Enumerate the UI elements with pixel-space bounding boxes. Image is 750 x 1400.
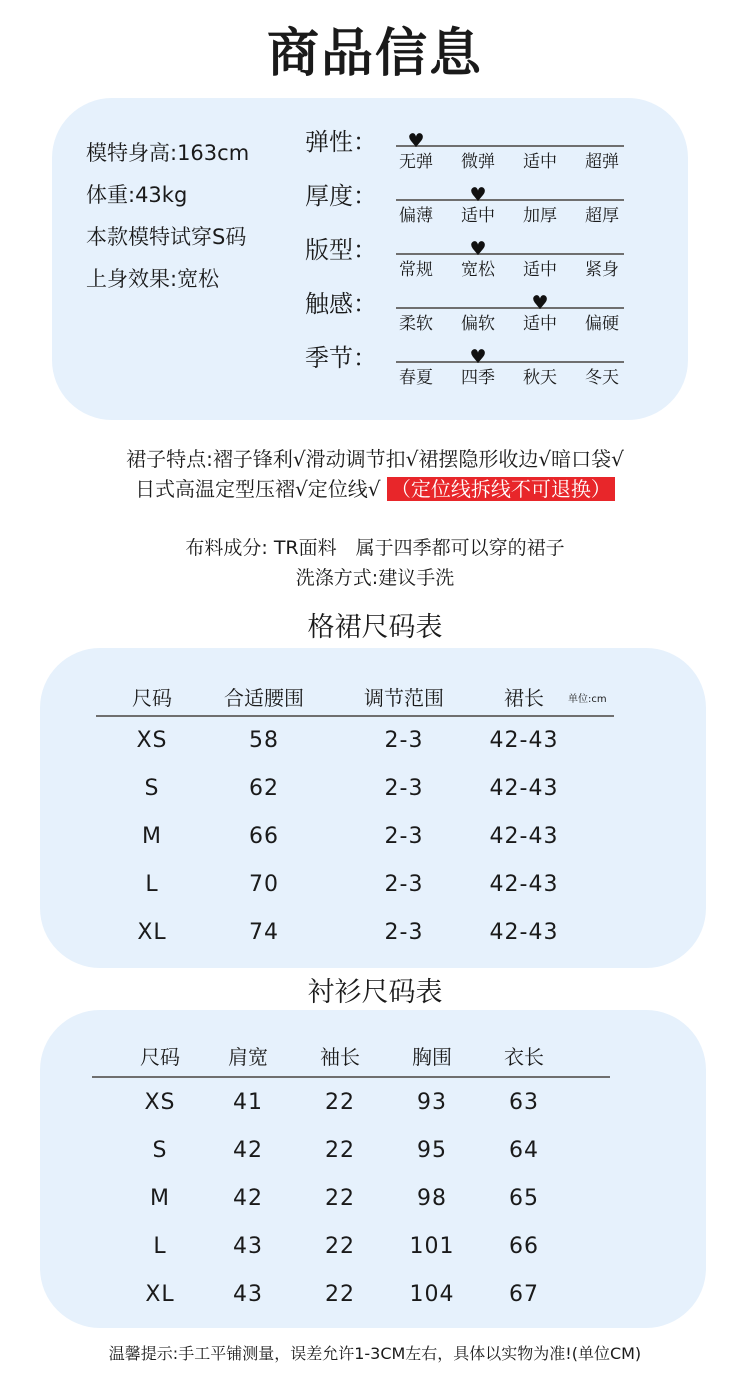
scale-option: 适中 bbox=[523, 260, 557, 280]
scale-option: 适中 bbox=[461, 206, 495, 226]
table-cell: XS bbox=[144, 1090, 176, 1115]
scale-option: 超弹 bbox=[585, 152, 619, 172]
table-cell: L bbox=[153, 1234, 167, 1259]
scale-line bbox=[396, 361, 624, 363]
column-header: 尺码 bbox=[132, 686, 172, 710]
scale-option: 适中 bbox=[523, 152, 557, 172]
table-cell: 70 bbox=[249, 872, 279, 897]
header-divider bbox=[96, 715, 614, 717]
model-weight: 体重:43kg bbox=[86, 183, 188, 207]
table-cell: XL bbox=[137, 920, 167, 945]
washing-method: 洗涤方式:建议手洗 bbox=[295, 567, 455, 589]
heart-icon: ♥ bbox=[469, 346, 487, 368]
model-size-tried: 本款模特试穿S码 bbox=[86, 225, 247, 249]
table-cell: 62 bbox=[249, 776, 279, 801]
table-cell: 64 bbox=[509, 1138, 539, 1163]
column-header: 尺码 bbox=[140, 1045, 180, 1069]
table-cell: 42 bbox=[233, 1138, 263, 1163]
column-header: 合适腰围 bbox=[224, 686, 304, 710]
table-cell: S bbox=[152, 1138, 168, 1163]
scale-option: 加厚 bbox=[523, 206, 557, 226]
table-cell: 58 bbox=[249, 728, 279, 753]
column-header: 肩宽 bbox=[228, 1045, 268, 1069]
table-cell: 42-43 bbox=[489, 824, 559, 849]
unit-label: 单位:cm bbox=[568, 694, 607, 705]
heart-icon: ♥ bbox=[469, 184, 487, 206]
warning-badge: （定位线拆线不可退换） bbox=[387, 477, 615, 501]
table-cell: XL bbox=[145, 1282, 175, 1307]
table-cell: 42-43 bbox=[489, 776, 559, 801]
table-cell: 2-3 bbox=[384, 776, 424, 801]
table-cell: S bbox=[144, 776, 160, 801]
skirt-features: 裙子特点:褶子锋利√滑动调节扣√裙摆隐形收边√暗口袋√ bbox=[126, 447, 624, 471]
model-fit-effect: 上身效果:宽松 bbox=[86, 267, 220, 291]
table-cell: 101 bbox=[409, 1234, 455, 1259]
fabric-composition: 布料成分: TR面料 属于四季都可以穿的裙子 bbox=[185, 537, 565, 559]
table-cell: 66 bbox=[249, 824, 279, 849]
table-cell: 2-3 bbox=[384, 824, 424, 849]
table-cell: M bbox=[150, 1186, 170, 1211]
measurement-note: 温馨提示:手工平铺测量，误差允许1-3CM左右，具体以实物为准!(单位CM) bbox=[108, 1344, 642, 1363]
column-header: 衣长 bbox=[504, 1045, 544, 1069]
header-divider bbox=[92, 1076, 610, 1078]
skirt-size-chart-title: 格裙尺码表 bbox=[307, 612, 443, 643]
skirt-features-text: 日式高温定型压褶√定位线√ bbox=[135, 477, 381, 501]
column-header: 调节范围 bbox=[364, 686, 444, 710]
attribute-label: 版型： bbox=[305, 236, 377, 264]
scale-line bbox=[396, 199, 624, 201]
table-cell: 104 bbox=[409, 1282, 455, 1307]
scale-option: 偏薄 bbox=[399, 206, 433, 226]
scale-option: 适中 bbox=[523, 314, 557, 334]
scale-option: 冬天 bbox=[585, 368, 619, 388]
heart-icon: ♥ bbox=[469, 238, 487, 260]
scale-option: 四季 bbox=[461, 368, 495, 388]
table-cell: 74 bbox=[249, 920, 279, 945]
skirt-features-line2 bbox=[0, 474, 750, 504]
scale-option: 常规 bbox=[399, 260, 433, 280]
scale-option: 偏硬 bbox=[585, 314, 619, 334]
column-header: 袖长 bbox=[320, 1045, 360, 1069]
scale-option: 偏软 bbox=[461, 314, 495, 334]
attribute-label: 弹性： bbox=[305, 128, 377, 156]
table-cell: 65 bbox=[509, 1186, 539, 1211]
scale-option: 紧身 bbox=[585, 260, 619, 280]
table-cell: 42-43 bbox=[489, 920, 559, 945]
table-cell: 2-3 bbox=[384, 920, 424, 945]
column-header: 胸围 bbox=[412, 1045, 452, 1069]
table-cell: 95 bbox=[417, 1138, 447, 1163]
table-cell: 22 bbox=[325, 1186, 355, 1211]
table-cell: 42-43 bbox=[489, 728, 559, 753]
table-cell: 93 bbox=[417, 1090, 447, 1115]
table-cell: 22 bbox=[325, 1234, 355, 1259]
scale-option: 无弹 bbox=[399, 152, 433, 172]
table-cell: 63 bbox=[509, 1090, 539, 1115]
table-cell: 2-3 bbox=[384, 728, 424, 753]
table-cell: 43 bbox=[233, 1234, 263, 1259]
table-cell: 22 bbox=[325, 1282, 355, 1307]
table-cell: 42 bbox=[233, 1186, 263, 1211]
table-cell: 22 bbox=[325, 1090, 355, 1115]
scale-line bbox=[396, 253, 624, 255]
model-height: 模特身高:163cm bbox=[86, 141, 250, 165]
attribute-label: 触感： bbox=[305, 290, 377, 318]
table-cell: 22 bbox=[325, 1138, 355, 1163]
shirt-size-chart-title: 衬衫尺码表 bbox=[307, 977, 443, 1008]
scale-option: 微弹 bbox=[461, 152, 495, 172]
table-cell: 2-3 bbox=[384, 872, 424, 897]
scale-line bbox=[396, 307, 624, 309]
table-cell: 66 bbox=[509, 1234, 539, 1259]
table-cell: 98 bbox=[417, 1186, 447, 1211]
table-cell: XS bbox=[136, 728, 168, 753]
table-cell: 41 bbox=[233, 1090, 263, 1115]
scale-line bbox=[396, 145, 624, 147]
scale-option: 春夏 bbox=[399, 368, 433, 388]
column-header: 裙长 bbox=[504, 686, 544, 710]
heart-icon: ♥ bbox=[407, 130, 425, 152]
table-cell: M bbox=[142, 824, 162, 849]
attribute-label: 季节： bbox=[305, 344, 377, 372]
table-cell: 43 bbox=[233, 1282, 263, 1307]
heart-icon: ♥ bbox=[531, 292, 549, 314]
scale-option: 宽松 bbox=[461, 260, 495, 280]
table-cell: 42-43 bbox=[489, 872, 559, 897]
page-title: 商品信息 bbox=[266, 24, 483, 84]
attribute-label: 厚度： bbox=[305, 182, 377, 210]
scale-option: 柔软 bbox=[399, 314, 433, 334]
scale-option: 秋天 bbox=[523, 368, 557, 388]
scale-option: 超厚 bbox=[585, 206, 619, 226]
table-cell: 67 bbox=[509, 1282, 539, 1307]
table-cell: L bbox=[145, 872, 159, 897]
